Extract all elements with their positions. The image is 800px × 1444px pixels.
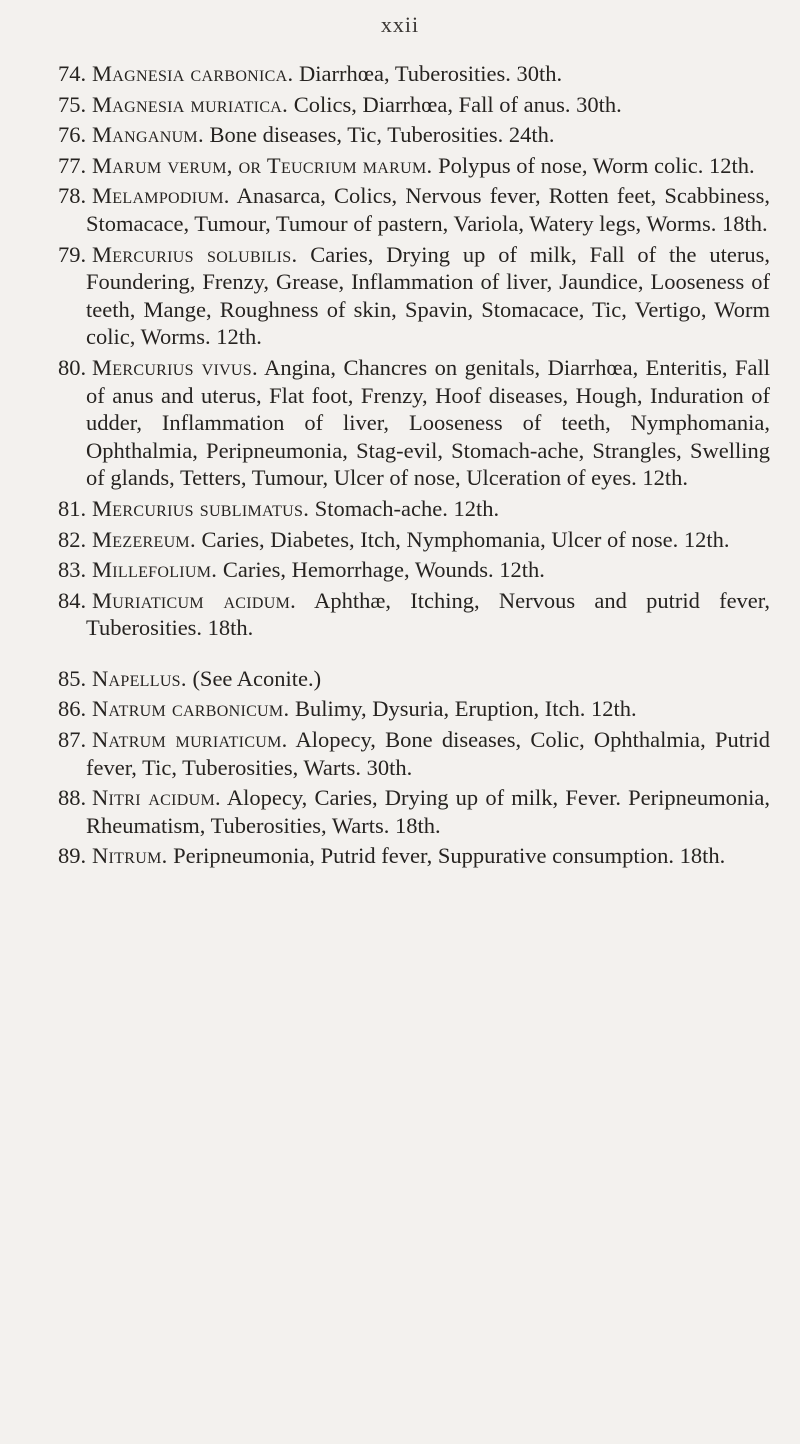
list-item [58, 121, 770, 149]
entry-number: 86. [58, 696, 87, 722]
list-item [58, 152, 770, 180]
remedy-name: Napellus. [92, 665, 187, 691]
page-number: xxii [380, 12, 420, 37]
list-item [58, 587, 770, 642]
entry-text: Stomach-ache. 12th. [314, 495, 500, 521]
list-item [58, 182, 770, 237]
remedy-name: Natrum carbonicum. [92, 696, 290, 722]
entry-number: 74. [58, 61, 87, 86]
entry-text: Alopecy, Bone diseases, Colic, Ophthalmia, Putrid fever, Tic, Tuberosities, Warts. 30th. [86, 727, 770, 780]
remedy-name: Millefolium. [92, 557, 218, 583]
entry-number: 84. [58, 587, 87, 613]
remedy-name: Muriaticum acidum. [92, 587, 297, 613]
entry-text: Angina, Chancres on genitals, Diarrhœa, Enteritis, Fall of anus and uterus, Flat foot, Frenzy, Hoof diseases, Hough, Induration of udder, Inflammation of liver, Looseness of teeth, Nymphomania, Ophthalmia, Peripneumonia, Stag-evil, Stomach-ache, Strangles, Swelling of glands, Tetters, Tumour, Ulcer of nose, Ulceration of eyes. 12th. [86, 354, 770, 491]
entry-text: Polypus of nose, Worm colic. 12th. [438, 152, 755, 178]
entry-text: Bone diseases, Tic, Tuberosities. 24th. [209, 122, 555, 148]
remedy-name: Mercurius sublimatus. [92, 495, 310, 521]
remedy-name: Mercurius solubilis. [92, 241, 298, 267]
remedy-name: Magnesia carbonica. [92, 61, 294, 86]
remedy-name: Marum verum, or Teucrium marum. [92, 152, 433, 178]
remedy-name: Manganum. [92, 122, 204, 148]
remedy-name: Melampodium. [92, 183, 230, 209]
entry-text: (See Aconite.) [192, 665, 322, 691]
remedy-name: Mezereum. [92, 526, 196, 552]
remedy-name: Mercurius vivus. [92, 354, 258, 380]
entry-text: Diarrhœa, Tuberosities. 30th. [299, 61, 563, 86]
list-item [58, 60, 770, 88]
list-item [58, 354, 770, 492]
list-item [58, 241, 770, 351]
entry-number: 88. [58, 785, 87, 811]
list-item [58, 842, 770, 870]
entry-number: 77. [58, 152, 87, 178]
entry-text: Colics, Diarrhœa, Fall of anus. 30th. [293, 91, 622, 117]
list-item [58, 91, 770, 119]
entry-text: Aphthæ, Itching, Nervous and putrid fever, Tuberosities. 18th. [86, 587, 771, 641]
list-item [58, 784, 770, 839]
entry-number: 83. [58, 557, 87, 583]
list-item [58, 695, 770, 723]
entry-text: Anasarca, Colics, Nervous fever, Rotten feet, Scabbiness, Stomacace, Tumour, Tumour of pastern, Variola, Watery legs, Worms. 18th. [86, 183, 770, 236]
entry-text: Alopecy, Caries, Drying up of milk, Fever. Peripneumonia, Rheumatism, Tuberosities, Warts. 18th. [86, 785, 770, 838]
remedy-list [58, 60, 770, 873]
entry-text: Caries, Hemorrhage, Wounds. 12th. [222, 557, 545, 583]
entry-number: 76. [58, 122, 87, 148]
remedy-name: Natrum muriaticum. [92, 727, 288, 753]
remedy-name: Nitri acidum. [92, 785, 221, 811]
entry-number: 87. [58, 727, 87, 753]
list-item [58, 726, 770, 781]
entry-text: Caries, Diabetes, Itch, Nymphomania, Ulcer of nose. 12th. [201, 526, 730, 552]
entry-text: Bulimy, Dysuria, Eruption, Itch. 12th. [295, 696, 637, 722]
remedy-name: Nitrum. [92, 843, 168, 869]
entry-number: 81. [58, 495, 87, 521]
entry-number: 75. [58, 91, 87, 117]
entry-number: 78. [58, 183, 87, 209]
entry-text: Caries, Drying up of milk, Fall of the uterus, Foundering, Frenzy, Grease, Inflammation of liver, Jaundice, Looseness of teeth, Mange, Roughness of skin, Spavin, Stomacace, Tic, Vertigo, Worm colic, Worms. 12th. [86, 241, 770, 350]
list-item [58, 526, 770, 554]
entry-text: Peripneumonia, Putrid fever, Suppurative consumption. 18th. [173, 843, 726, 869]
entry-number: 79. [58, 241, 87, 267]
list-item [58, 556, 770, 584]
entry-number: 80. [58, 354, 87, 380]
list-item [58, 665, 770, 693]
entry-number: 82. [58, 526, 87, 552]
entry-number: 85. [58, 665, 87, 691]
list-item [58, 495, 770, 523]
entry-number: 89. [58, 843, 87, 869]
remedy-name: Magnesia muriatica. [92, 91, 289, 117]
